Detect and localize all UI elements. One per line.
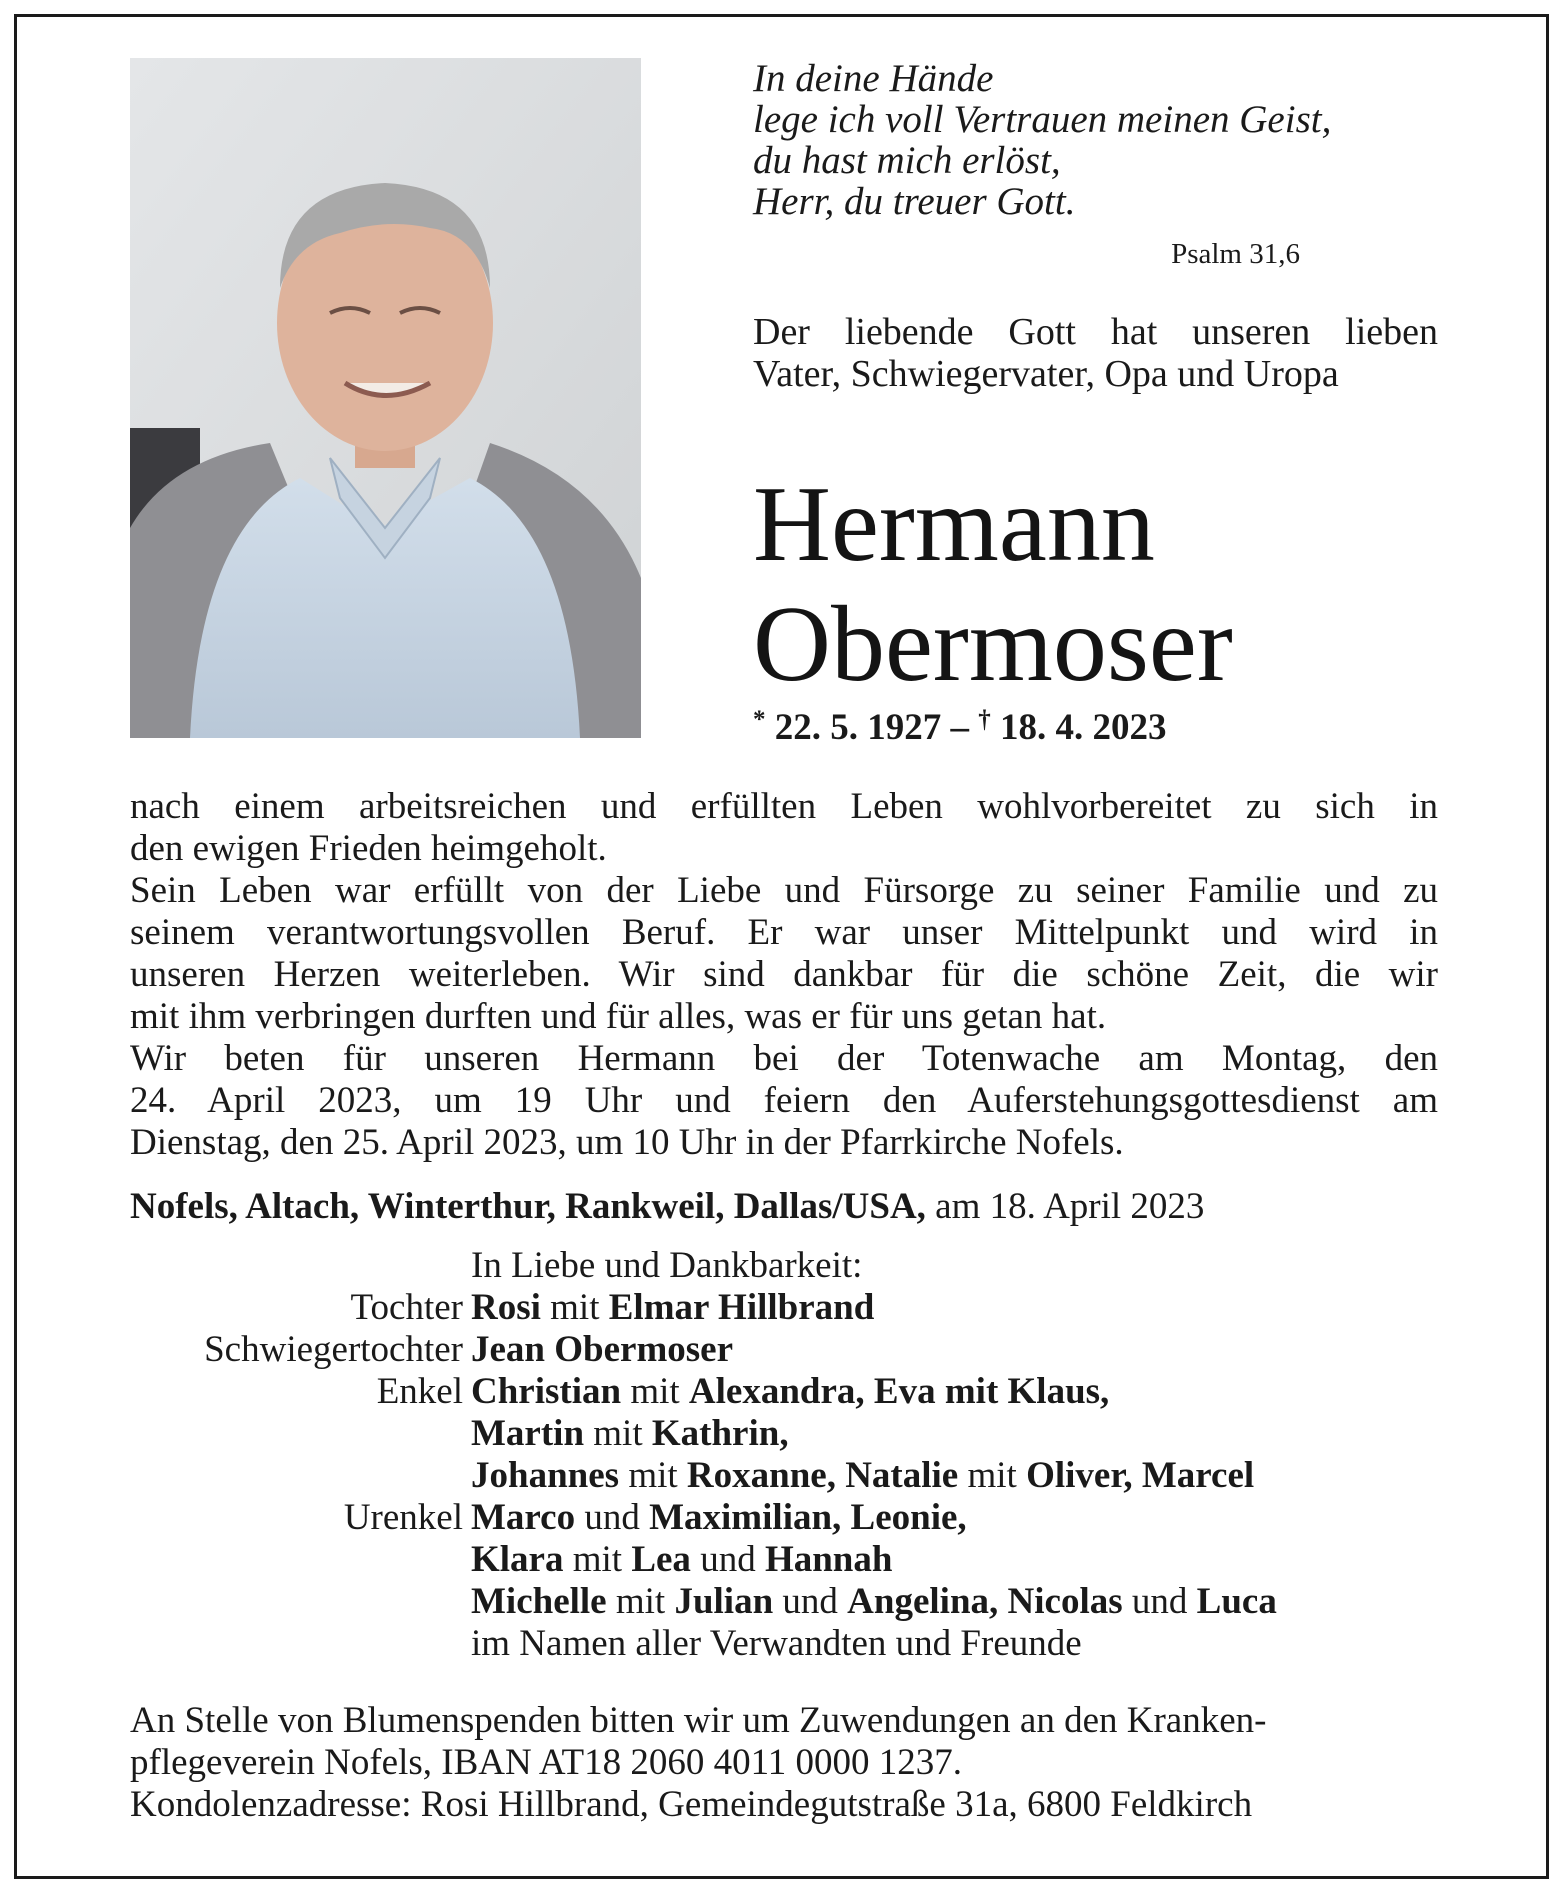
death-symbol: † bbox=[978, 706, 991, 733]
body-text bbox=[130, 786, 1438, 1164]
relative-name: Angelina, Nicolas bbox=[847, 1581, 1123, 1622]
life-dates bbox=[753, 706, 1167, 749]
intro-text bbox=[753, 311, 1438, 395]
relative-name: Rosi bbox=[471, 1287, 541, 1328]
footer-line: An Stelle von Blumenspenden bitten wir um Zuwendungen an den Kranken- bbox=[130, 1700, 1267, 1741]
portrait-photo bbox=[130, 58, 641, 738]
deceased-name bbox=[753, 465, 1233, 705]
family-heading: In Liebe und Dankbarkeit: bbox=[471, 1245, 863, 1286]
birth-date: 22. 5. 1927 bbox=[774, 707, 942, 748]
relative-name: Martin bbox=[471, 1413, 585, 1454]
body-line: Dienstag, den 25. April 2023, um 10 Uhr in der Pfarrkirche Nofels. bbox=[130, 1122, 1124, 1163]
verse-source: Psalm 31,6 bbox=[1171, 238, 1300, 270]
family-list bbox=[130, 1245, 1450, 1665]
relative-name: Johannes bbox=[471, 1455, 620, 1496]
family-row-tochter: Tochter Rosi mit Elmar Hillbrand bbox=[130, 1287, 1450, 1329]
date-separator: – bbox=[950, 707, 969, 748]
family-row-enkel-3: Johannes mit Roxanne, Natalie mit Oliver, Marcel bbox=[471, 1455, 1255, 1496]
role-label: Urenkel bbox=[343, 1497, 463, 1538]
footer-line: Kondolenzadresse: Rosi Hillbrand, Gemeindegutstraße 31a, 6800 Feldkirch bbox=[130, 1784, 1253, 1825]
body-line: nach einem arbeitsreichen und erfüllten Leben wohlvorbereitet zu sich in bbox=[130, 786, 1438, 827]
psalm-verse bbox=[753, 58, 1453, 222]
body-line: den ewigen Frieden heimgeholt. bbox=[130, 828, 607, 869]
role-label: Schwiegertochter bbox=[204, 1329, 463, 1370]
family-row-schwiegertochter bbox=[130, 1329, 1450, 1371]
verse-line: In deine Hände bbox=[753, 57, 994, 100]
relative-name: Michelle bbox=[471, 1581, 607, 1622]
body-line: Sein Leben war erfüllt von der Liebe und Fürsorge zu seiner Familie und zu bbox=[130, 870, 1438, 911]
family-row-urenkel: Urenkel Marco und Maximilian, Leonie, bbox=[130, 1497, 1450, 1539]
portrait-illustration bbox=[130, 58, 641, 738]
relative-name: Alexandra, Eva mit Klaus, bbox=[688, 1371, 1110, 1412]
relative-name: Julian bbox=[674, 1581, 774, 1622]
death-date: 18. 4. 2023 bbox=[1000, 707, 1167, 748]
relative-name: Roxanne, Natalie bbox=[686, 1455, 959, 1496]
relative-name: Klara bbox=[471, 1539, 564, 1580]
verse-line: du hast mich erlöst, bbox=[753, 139, 1061, 182]
relative-name: Luca bbox=[1196, 1581, 1277, 1622]
family-closing: im Namen aller Verwandten und Freunde bbox=[471, 1623, 1082, 1664]
relative-name: Jean Obermoser bbox=[471, 1329, 734, 1370]
last-name: Obermoser bbox=[753, 585, 1233, 704]
body-line: 24. April 2023, um 19 Uhr und feiern den Auferstehungsgottesdienst am bbox=[130, 1080, 1438, 1121]
relative-name: Maximilian, Leonie, bbox=[649, 1497, 967, 1538]
family-row-urenkel-2: Klara mit Lea und Hannah bbox=[471, 1539, 893, 1580]
role-label: Tochter bbox=[350, 1287, 463, 1328]
relative-name: Oliver, Marcel bbox=[1026, 1455, 1255, 1496]
verse-line: lege ich voll Vertrauen meinen Geist, bbox=[753, 98, 1332, 141]
family-row-enkel: Enkel Christian mit Alexandra, Eva mit Klaus, bbox=[130, 1371, 1450, 1413]
family-row-urenkel-3: Michelle mit Julian und Angelina, Nicolas und Luca bbox=[471, 1581, 1277, 1622]
relative-name: Kathrin, bbox=[651, 1413, 789, 1454]
relative-name: Christian bbox=[471, 1371, 622, 1412]
family-row-enkel-2: Martin mit Kathrin, bbox=[471, 1413, 789, 1454]
body-line: unseren Herzen weiterleben. Wir sind dankbar für die schöne Zeit, die wir bbox=[130, 954, 1438, 995]
verse-line: Herr, du treuer Gott. bbox=[753, 180, 1076, 223]
intro-line: Der liebende Gott hat unseren lieben bbox=[753, 311, 1438, 353]
first-name: Hermann bbox=[753, 465, 1155, 584]
body-line: mit ihm verbringen durften und für alles, was er für uns getan hat. bbox=[130, 996, 1107, 1037]
birth-symbol: * bbox=[753, 706, 766, 733]
family-closing-row bbox=[130, 1623, 1450, 1665]
relative-name: Lea bbox=[631, 1539, 691, 1580]
family-heading-row bbox=[130, 1245, 1450, 1287]
footer-note bbox=[130, 1700, 1438, 1826]
footer-line: pflegeverein Nofels, IBAN AT18 2060 4011 0000 1237. bbox=[130, 1742, 963, 1783]
place-date-line bbox=[130, 1185, 1204, 1228]
place-date: am 18. April 2023 bbox=[935, 1186, 1205, 1227]
places: Nofels, Altach, Winterthur, Rankweil, Dallas/USA, bbox=[130, 1186, 926, 1227]
body-line: Wir beten für unseren Hermann bei der Totenwache am Montag, den bbox=[130, 1038, 1438, 1079]
intro-line: Vater, Schwiegervater, Opa und Uropa bbox=[753, 353, 1339, 395]
relative-name: Marco bbox=[471, 1497, 576, 1538]
body-line: seinem verantwortungsvollen Beruf. Er war unser Mittelpunkt und wird in bbox=[130, 912, 1438, 953]
relative-name: Elmar Hillbrand bbox=[608, 1287, 875, 1328]
relative-name: Hannah bbox=[764, 1539, 893, 1580]
role-label: Enkel bbox=[376, 1371, 463, 1412]
